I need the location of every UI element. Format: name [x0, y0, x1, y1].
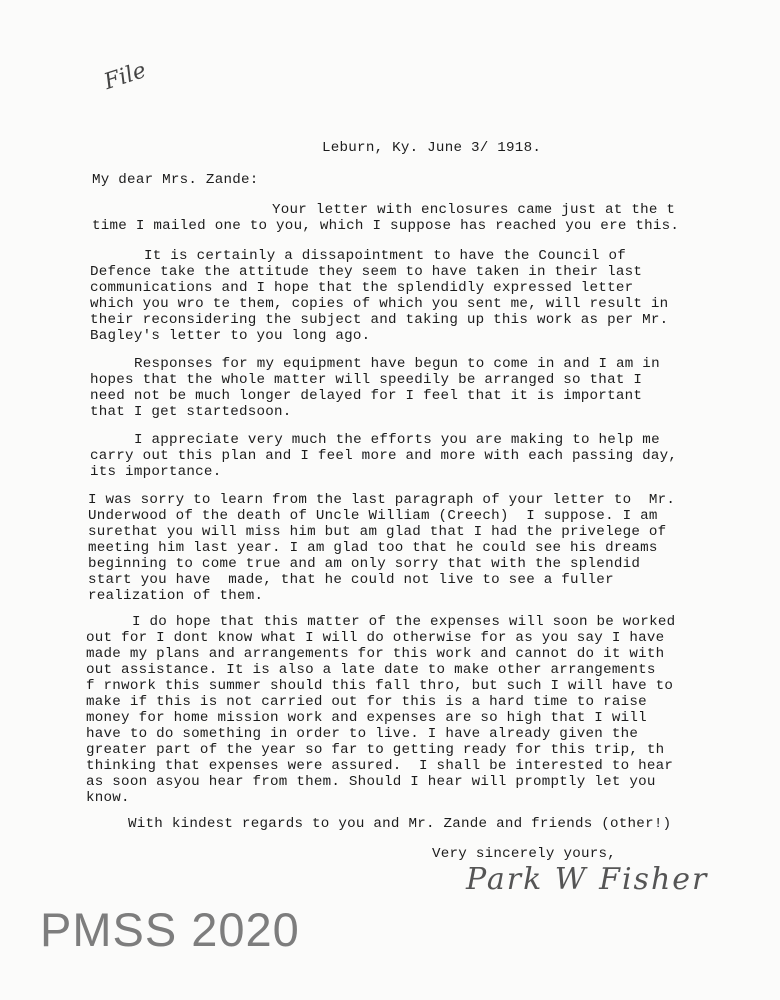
paragraph-2-line-6: Bagley's letter to you long ago.	[90, 328, 371, 344]
paragraph-2-line-5: their reconsidering the subject and taking up this work as per Mr.	[90, 312, 669, 328]
paragraph-6-line-7: money for home mission work and expenses are so high that I will	[86, 710, 647, 726]
paragraph-4-line-1: I appreciate very much the efforts you are making to help me	[134, 432, 660, 448]
paragraph-6-line-1: I do hope that this matter of the expenses will soon be worked	[132, 614, 676, 630]
paragraph-2-line-3: communications and I hope that the splendidly expressed letter	[90, 280, 634, 296]
paragraph-5-line-2: Underwood of the death of Uncle William (Creech) I suppose. I am	[88, 508, 658, 524]
paragraph-6-line-3: made my plans and arrangements for this work and cannot do it with	[86, 646, 665, 662]
paragraph-6-line-11: as soon asyou hear from them. Should I hear will promptly let you	[86, 774, 656, 790]
paragraph-3-line-4: that I get startedsoon.	[90, 404, 292, 420]
paragraph-1-line-2: time I mailed one to you, which I suppose has reached you ere this.	[92, 218, 680, 234]
closing-line: Very sincerely yours,	[432, 846, 617, 862]
paragraph-2-line-4: which you wro te them, copies of which you sent me, will result in	[90, 296, 669, 312]
paragraph-3-line-2: hopes that the whole matter will speedily be arranged so that I	[90, 372, 643, 388]
paragraph-2-line-2: Defence take the attitude they seem to have taken in their last	[90, 264, 643, 280]
paragraph-5-line-7: realization of them.	[88, 588, 264, 604]
paragraph-6-line-4: out assistance. It is also a late date to make other arrangements	[86, 662, 656, 678]
paragraph-5-line-4: meeting him last year. I am glad too that he could see his dreams	[88, 540, 658, 556]
paragraph-4-line-2: carry out this plan and I feel more and more with each passing day,	[90, 448, 678, 464]
paragraph-2-line-1: It is certainly a dissapointment to have the Council of	[144, 248, 627, 264]
paragraph-5-line-6: start you have made, that he could not live to see a fuller	[88, 572, 614, 588]
dateline: Leburn, Ky. June 3/ 1918.	[322, 140, 542, 156]
handwritten-file-note: File	[101, 58, 150, 95]
paragraph-6-line-8: have to do something in order to live. I have already given the	[86, 726, 639, 742]
regards-line: With kindest regards to you and Mr. Zande and friends (other!)	[128, 816, 672, 832]
paragraph-6-line-6: make if this is not carried out for this is a hard time to raise	[86, 694, 647, 710]
paragraph-3-line-1: Responses for my equipment have begun to come in and I am in	[134, 356, 660, 372]
paragraph-5-line-1: I was sorry to learn from the last paragraph of your letter to Mr.	[88, 492, 676, 508]
handwritten-signature: Park W Fisher	[466, 862, 709, 897]
archive-watermark: PMSS 2020	[40, 903, 300, 956]
paragraph-4-line-3: its importance.	[90, 464, 222, 480]
paragraph-3-line-3: need not be much longer delayed for I feel that it is important	[90, 388, 643, 404]
salutation: My dear Mrs. Zande:	[92, 172, 259, 188]
paragraph-6-line-9: greater part of the year so far to getting ready for this trip, th	[86, 742, 665, 758]
paragraph-6-line-5: f rnwork this summer should this fall thro, but such I will have to	[86, 678, 674, 694]
paragraph-6-line-2: out for I dont know what I will do otherwise for as you say I have	[86, 630, 665, 646]
paragraph-5-line-3: surethat you will miss him but am glad that I had the privelege of	[88, 524, 667, 540]
paragraph-1-line-1: Your letter with enclosures came just at the t	[272, 202, 676, 218]
paragraph-6-line-12: know.	[86, 790, 130, 806]
paragraph-6-line-10: thinking that expenses were assured. I shall be interested to hear	[86, 758, 674, 774]
paragraph-5-line-5: beginning to come true and am only sorry that with the splendid	[88, 556, 641, 572]
